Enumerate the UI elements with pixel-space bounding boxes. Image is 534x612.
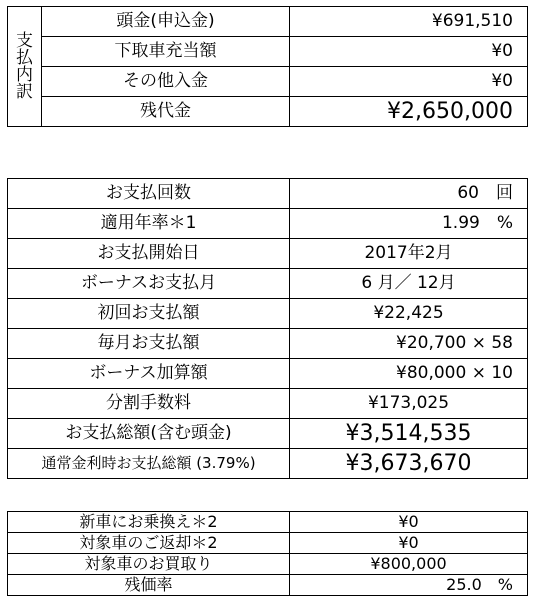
bonus-months-label: ボーナスお支払月: [8, 269, 290, 299]
down-payment-label: 頭金(申込金): [42, 7, 290, 37]
monthly-payment-value: ¥20,700 × 58: [290, 329, 528, 359]
table-row: [8, 179, 528, 209]
table-row: [8, 269, 528, 299]
bonus-months-value: 6 月／ 12月: [290, 269, 528, 299]
new-car-switch-label: 新車にお乗換え＊2: [8, 512, 290, 533]
installment-fee-label: 分割手数料: [8, 389, 290, 419]
table-row: [8, 449, 528, 479]
bonus-addition-value: ¥80,000 × 10: [290, 359, 528, 389]
vehicle-return-label: 対象車のご返却＊2: [8, 533, 290, 554]
first-payment-label: 初回お支払額: [8, 299, 290, 329]
table-row: [8, 209, 528, 239]
table-row: [8, 359, 528, 389]
table-row: [8, 575, 528, 596]
annual-rate-label: 適用年率＊1: [8, 209, 290, 239]
table-row: [8, 512, 528, 533]
vehicle-buyout-label: 対象車のお買取り: [8, 554, 290, 575]
table-row: [8, 554, 528, 575]
remaining-balance-value: ¥2,650,000: [290, 97, 528, 127]
start-date-label: お支払開始日: [8, 239, 290, 269]
first-payment-value: ¥22,425: [290, 299, 528, 329]
standard-rate-total-label: 通常金利時お支払総額 (3.79%): [8, 449, 290, 479]
vehicle-options-table: [7, 511, 528, 596]
payment-breakdown-table: [7, 6, 528, 127]
new-car-switch-value: ¥0: [290, 512, 528, 533]
payment-plan-table: [7, 178, 528, 479]
table-row: [8, 533, 528, 554]
table-row: [8, 67, 528, 97]
down-payment-value: ¥691,510: [290, 7, 528, 37]
payment-breakdown-side-label: 支 払 内 訳: [8, 7, 42, 127]
installment-count-label: お支払回数: [8, 179, 290, 209]
vehicle-buyout-value: ¥800,000: [290, 554, 528, 575]
table-row: [8, 7, 528, 37]
trade-in-value: ¥0: [290, 37, 528, 67]
trade-in-label: 下取車充当額: [42, 37, 290, 67]
remaining-balance-label: 残代金: [42, 97, 290, 127]
standard-rate-total-value: ¥3,673,670: [290, 449, 528, 479]
table-row: [8, 239, 528, 269]
vehicle-return-value: ¥0: [290, 533, 528, 554]
total-payment-label: お支払総額(含む頭金): [8, 419, 290, 449]
table-row: [8, 419, 528, 449]
other-deposit-value: ¥0: [290, 67, 528, 97]
bonus-addition-label: ボーナス加算額: [8, 359, 290, 389]
installment-count-value: 60 回: [290, 179, 528, 209]
annual-rate-value: 1.99 %: [290, 209, 528, 239]
start-date-value: 2017年2月: [290, 239, 528, 269]
monthly-payment-label: 毎月お支払額: [8, 329, 290, 359]
residual-rate-value: 25.0 %: [290, 575, 528, 596]
table-row: [8, 389, 528, 419]
other-deposit-label: その他入金: [42, 67, 290, 97]
table-row: [8, 329, 528, 359]
table-row: [8, 299, 528, 329]
residual-rate-label: 残価率: [8, 575, 290, 596]
table-row: [8, 97, 528, 127]
table-row: [8, 37, 528, 67]
total-payment-value: ¥3,514,535: [290, 419, 528, 449]
installment-fee-value: ¥173,025: [290, 389, 528, 419]
